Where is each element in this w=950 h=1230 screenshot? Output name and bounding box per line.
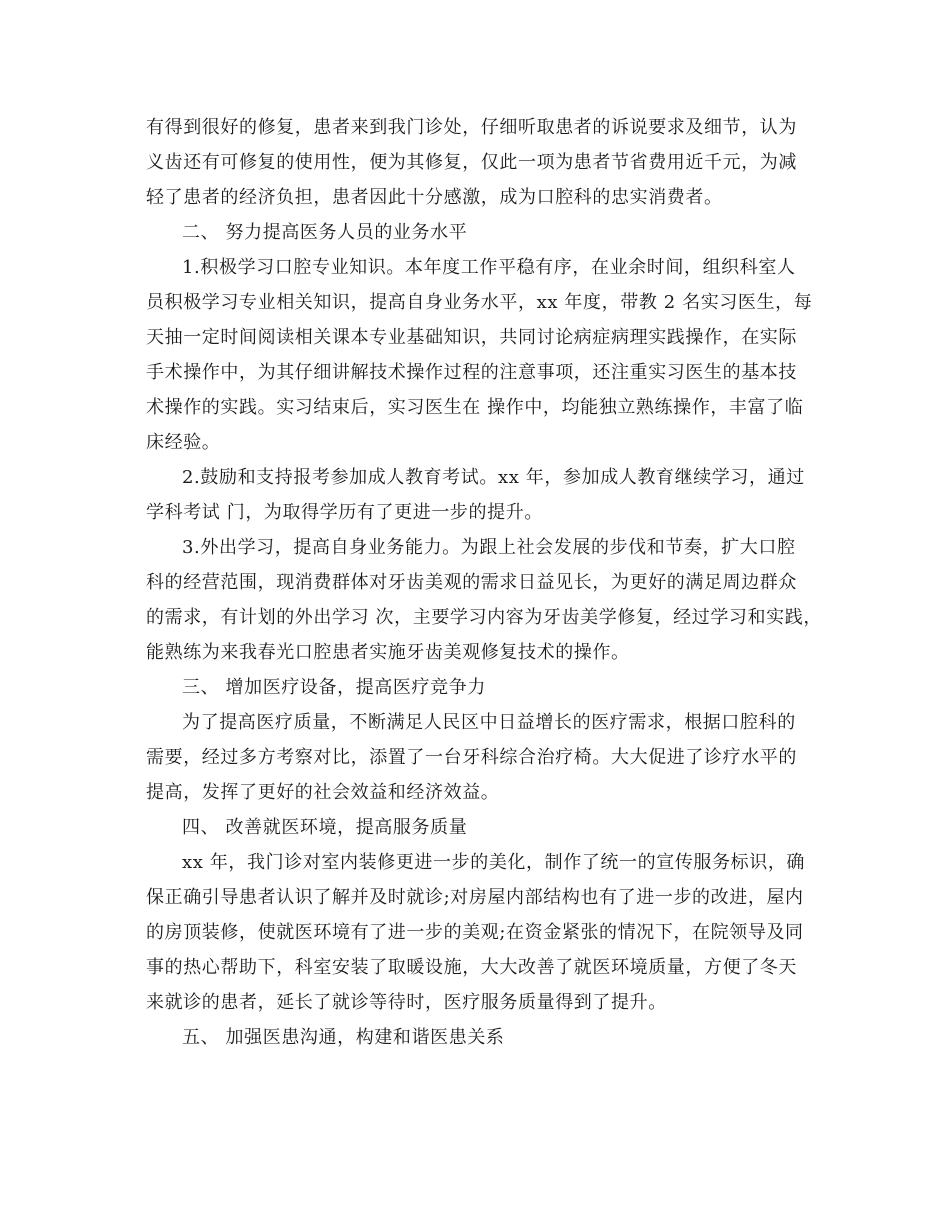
section-heading-4: 四、 改善就医环境，提高服务质量	[182, 817, 468, 838]
paragraph-line: 天抽一定时间阅读相关课本专业基础知识，共同讨论病症病理实践操作，在实际	[146, 327, 797, 348]
paragraph-line: 学科考试 门，为取得学历有了更进一步的提升。	[146, 502, 543, 523]
paragraph-line: 轻了患者的经济负担，患者因此十分感激，成为口腔科的忠实消费者。	[146, 187, 723, 208]
paragraph-line: 保正确引导患者认识了解并及时就诊;对房屋内部结构也有了进一步的改进，屋内	[146, 887, 804, 908]
paragraph-line: 提高，发挥了更好的社会效益和经济效益。	[146, 782, 500, 803]
paragraph-line: 需要，经过多方考察对比，添置了一台牙科综合治疗椅。大大促进了诊疗水平的	[146, 747, 797, 768]
paragraph-line: 手术操作中，为其仔细讲解技术操作过程的注意事项，还注重实习医生的基本技	[146, 362, 797, 383]
paragraph-line: 3.外出学习，提高自身业务能力。为跟上社会发展的步伐和节奏，扩大口腔	[182, 537, 796, 558]
paragraph-line: 有得到很好的修复，患者来到我门诊处，仔细听取患者的诉说要求及细节，认为	[146, 117, 797, 138]
paragraph-line: 义齿还有可修复的使用性，便为其修复，仅此一项为患者节省费用近千元，为减	[146, 152, 797, 173]
paragraph-line: xx 年，我门诊对室内装修更进一步的美化，制作了统一的宣传服务标识，确	[182, 852, 806, 873]
paragraph-line: 事的热心帮助下，科室安装了取暖设施，大大改善了就医环境质量，方便了冬天	[146, 957, 797, 978]
paragraph-line: 2.鼓励和支持报考参加成人教育考试。xx 年，参加成人教育继续学习，通过	[182, 467, 805, 488]
section-heading-3: 三、 增加医疗设备，提高医疗竞争力	[182, 677, 486, 698]
section-heading-2: 二、 努力提高医务人员的业务水平	[182, 222, 468, 243]
paragraph-line: 科的经营范围，现消费群体对牙齿美观的需求日益见长，为更好的满足周边群众	[146, 572, 797, 593]
section-heading-5: 五、 加强医患沟通，构建和谐医患关系	[182, 1027, 505, 1048]
paragraph-line: 1.积极学习口腔专业知识。本年度工作平稳有序，在业余时间，组织科室人	[182, 257, 796, 278]
paragraph-line: 床经验。	[146, 432, 221, 453]
paragraph-line: 来就诊的患者，延长了就诊等待时，医疗服务质量得到了提升。	[146, 992, 667, 1013]
paragraph-line: 员积极学习专业相关知识，提高自身业务水平，xx 年度，带教 2 名实习医生，每	[146, 292, 813, 313]
paragraph-line: 术操作的实践。实习结束后，实习医生在 操作中，均能独立熟练操作，丰富了临	[146, 397, 804, 418]
paragraph-line: 的需求，有计划的外出学习 次，主要学习内容为牙齿美学修复，经过学习和实践，	[146, 607, 822, 628]
paragraph-line: 为了提高医疗质量，不断满足人民区中日益增长的医疗需求，根据口腔科的	[182, 712, 796, 733]
paragraph-line: 的房顶装修，使就医环境有了进一步的美观;在资金紧张的情况下，在院领导及同	[146, 922, 804, 943]
paragraph-line: 能熟练为来我春光口腔患者实施牙齿美观修复技术的操作。	[146, 642, 630, 663]
